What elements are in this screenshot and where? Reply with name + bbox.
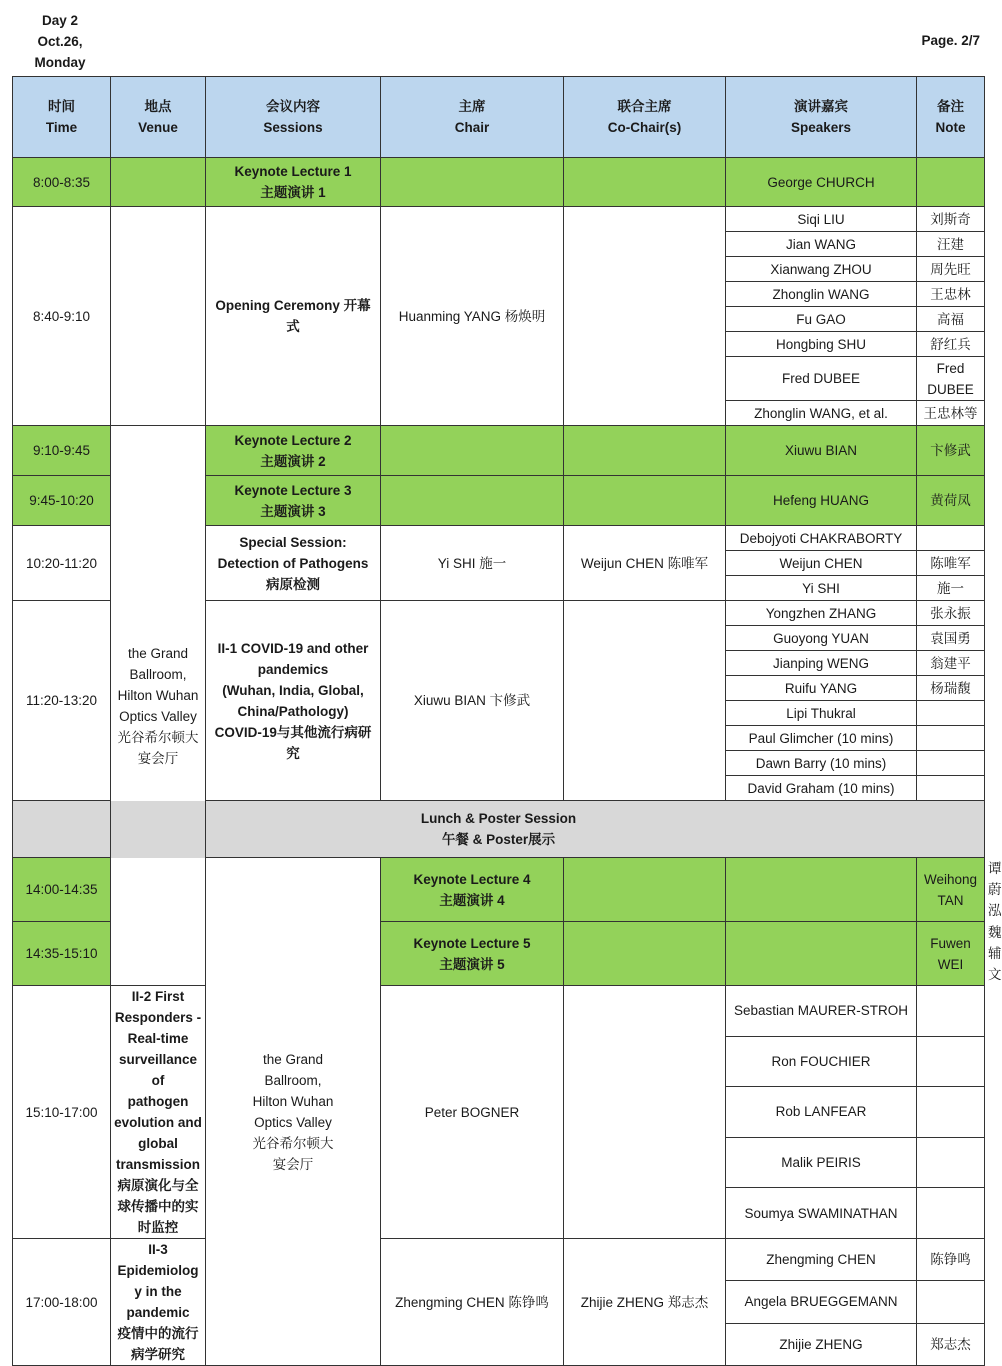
cochair-cell: [726, 858, 917, 922]
cochair-cell: Zhijie ZHENG 郑志杰: [564, 1239, 726, 1366]
header-cochair: 联合主席 Co-Chair(s): [564, 77, 726, 158]
cochair-cell: [564, 158, 726, 207]
time-cell: 11:20-13:20: [13, 601, 111, 801]
speaker-cell: Jianping WENG: [726, 651, 917, 676]
note-cell: [917, 701, 985, 726]
note-cell: 刘斯奇: [917, 207, 985, 232]
note-cell: 翁建平: [917, 651, 985, 676]
header-time: 时间 Time: [13, 77, 111, 158]
chair-cell: Peter BOGNER: [381, 986, 564, 1239]
header-speakers: 演讲嘉宾 Speakers: [726, 77, 917, 158]
speaker-cell: Weihong TAN: [917, 858, 985, 922]
chair-cell: [381, 426, 564, 476]
speaker-cell: Zhijie ZHENG: [726, 1323, 917, 1365]
speaker-cell: Angela BRUEGGEMANN: [726, 1281, 917, 1323]
speaker-cell: Yi SHI: [726, 576, 917, 601]
note-cell: 王忠林: [917, 282, 985, 307]
speaker-cell: Ruifu YANG: [726, 676, 917, 701]
speaker-cell: Paul Glimcher (10 mins): [726, 726, 917, 751]
note-cell: [917, 526, 985, 551]
schedule-table: [12, 76, 1002, 1366]
chair-cell: [381, 476, 564, 526]
speaker-cell: Soumya SWAMINATHAN: [726, 1188, 917, 1239]
table-row: [13, 426, 985, 476]
cochair-cell: Weijun CHEN 陈唯军: [564, 526, 726, 601]
header-note: 备注 Note: [917, 77, 985, 158]
note-cell: 郑志杰: [917, 1323, 985, 1365]
cochair-cell: [564, 426, 726, 476]
note-cell: [917, 1188, 985, 1239]
speaker-cell: Zhengming CHEN: [726, 1239, 917, 1281]
note-cell: 王忠林等: [917, 401, 985, 426]
note-cell: [917, 1036, 985, 1087]
speaker-cell: Rob LANFEAR: [726, 1087, 917, 1138]
day-number: Day 2: [41, 13, 79, 28]
venue-cell: [111, 207, 206, 426]
venue-cell: the Grand Ballroom, Hilton Wuhan Optics Valley 光谷希尔顿大 宴会厅: [111, 426, 206, 986]
chair-cell: [564, 922, 726, 986]
session-cell: II-1 COVID-19 and other pandemics (Wuhan, India, Global, China/Pathology) COVID-19与其他流行病研 究: [206, 601, 381, 801]
cochair-cell: [564, 601, 726, 801]
speaker-cell: Hongbing SHU: [726, 332, 917, 357]
cochair-cell: [564, 207, 726, 426]
day-date: Oct.26,: [37, 34, 83, 49]
session-cell: Special Session: Detection of Pathogens 病原检测: [206, 526, 381, 601]
day-label: [20, 10, 100, 73]
note-cell: 陈铮鸣: [917, 1239, 985, 1281]
note-cell: 张永振: [917, 601, 985, 626]
note-cell: 杨瑞馥: [917, 676, 985, 701]
time-cell: 14:00-14:35: [13, 858, 111, 922]
speaker-cell: Sebastian MAURER-STROH: [726, 986, 917, 1037]
time-cell: 9:45-10:20: [13, 476, 111, 526]
note-cell: 汪建: [917, 232, 985, 257]
time-cell: 9:10-9:45: [13, 426, 111, 476]
session-cell: II-3 Epidemiology in the pandemic 疫情中的流行病学研究: [111, 1239, 206, 1366]
table-row: 14:00-14:35 the Grand Ballroom, Hilton Wuhan Optics Valley 光谷希尔顿大 宴会厅 Keynote Lecture 4 主题演讲 4 Weihong TAN 谭蔚泓: [13, 858, 985, 922]
speaker-cell: Siqi LIU: [726, 207, 917, 232]
speaker-cell: Malik PEIRIS: [726, 1137, 917, 1188]
note-cell: [917, 726, 985, 751]
table-row: [13, 1239, 985, 1281]
note-cell: 周先旺: [917, 257, 985, 282]
note-cell: 袁国勇: [917, 626, 985, 651]
chair-cell: Huanming YANG 杨焕明: [381, 207, 564, 426]
chair-cell: [564, 858, 726, 922]
time-cell: 15:10-17:00: [13, 986, 111, 1239]
speaker-cell: Dawn Barry (10 mins): [726, 751, 917, 776]
speaker-cell: Zhonglin WANG: [726, 282, 917, 307]
time-cell: 8:00-8:35: [13, 158, 111, 207]
note-cell: 卞修武: [917, 426, 985, 476]
speaker-cell: George CHURCH: [726, 158, 917, 207]
note-cell: [917, 158, 985, 207]
header-sessions: 会议内容 Sessions: [206, 77, 381, 158]
speaker-cell: Fuwen WEI: [917, 922, 985, 986]
note-cell: [917, 776, 985, 801]
session-cell: Keynote Lecture 4 主题演讲 4: [381, 858, 564, 922]
speaker-cell: Yongzhen ZHANG: [726, 601, 917, 626]
venue-cell: [111, 158, 206, 207]
day-weekday: Monday: [34, 55, 86, 70]
lunch-row: [13, 801, 985, 858]
speaker-cell: Xianwang ZHOU: [726, 257, 917, 282]
cochair-cell: [564, 476, 726, 526]
lunch-cell: Lunch & Poster Session 午餐 & Poster展示: [13, 801, 985, 858]
venue-cell: the Grand Ballroom, Hilton Wuhan Optics Valley 光谷希尔顿大 宴会厅: [206, 858, 381, 1366]
speaker-cell: Guoyong YUAN: [726, 626, 917, 651]
cochair-cell: [564, 986, 726, 1239]
note-cell: 施一: [917, 576, 985, 601]
chair-cell: [381, 158, 564, 207]
speaker-cell: Zhonglin WANG, et al.: [726, 401, 917, 426]
note-cell: Fred DUBEE: [917, 357, 985, 401]
session-cell: Opening Ceremony 开幕式: [206, 207, 381, 426]
speaker-cell: Lipi Thukral: [726, 701, 917, 726]
note-cell: 黄荷凤: [917, 476, 985, 526]
note-cell: 陈唯军: [917, 551, 985, 576]
time-cell: 10:20-11:20: [13, 526, 111, 601]
speaker-cell: Xiuwu BIAN: [726, 426, 917, 476]
header-venue: 地点 Venue: [111, 77, 206, 158]
speaker-cell: Hefeng HUANG: [726, 476, 917, 526]
note-cell: [917, 1137, 985, 1188]
page-number: Page. 2/7: [921, 33, 980, 48]
note-cell: 舒红兵: [917, 332, 985, 357]
session-cell: Keynote Lecture 1 主题演讲 1: [206, 158, 381, 207]
speaker-cell: Debojyoti CHAKRABORTY: [726, 526, 917, 551]
note-cell: [917, 751, 985, 776]
session-cell: Keynote Lecture 5 主题演讲 5: [381, 922, 564, 986]
time-cell: 14:35-15:10: [13, 922, 111, 986]
speaker-cell: Ron FOUCHIER: [726, 1036, 917, 1087]
table-row: 14:35-15:10 Keynote Lecture 5 主题演讲 5 Fuwen WEI 魏辅文: [13, 922, 985, 986]
cochair-cell: [726, 922, 917, 986]
speaker-cell: Fu GAO: [726, 307, 917, 332]
table-row: [13, 158, 985, 207]
note-cell: [917, 1281, 985, 1323]
session-cell: II-2 First Responders - Real-time surveillance of pathogen evolution and global transmission 病原演化与全球传播中的实 时监控: [111, 986, 206, 1239]
speaker-cell: Jian WANG: [726, 232, 917, 257]
table-row: [13, 207, 985, 232]
table-header-row: [13, 77, 985, 158]
note-cell: [917, 986, 985, 1037]
note-cell: 高福: [917, 307, 985, 332]
time-cell: 8:40-9:10: [13, 207, 111, 426]
chair-cell: Xiuwu BIAN 卞修武: [381, 601, 564, 801]
speaker-cell: Fred DUBEE: [726, 357, 917, 401]
speaker-cell: David Graham (10 mins): [726, 776, 917, 801]
note-cell: [917, 1087, 985, 1138]
table-row: [13, 986, 985, 1037]
chair-cell: Yi SHI 施一: [381, 526, 564, 601]
session-cell: Keynote Lecture 2 主题演讲 2: [206, 426, 381, 476]
speaker-cell: Weijun CHEN: [726, 551, 917, 576]
session-cell: Keynote Lecture 3 主题演讲 3: [206, 476, 381, 526]
time-cell: 17:00-18:00: [13, 1239, 111, 1366]
chair-cell: Zhengming CHEN 陈铮鸣: [381, 1239, 564, 1366]
header-chair: 主席 Chair: [381, 77, 564, 158]
